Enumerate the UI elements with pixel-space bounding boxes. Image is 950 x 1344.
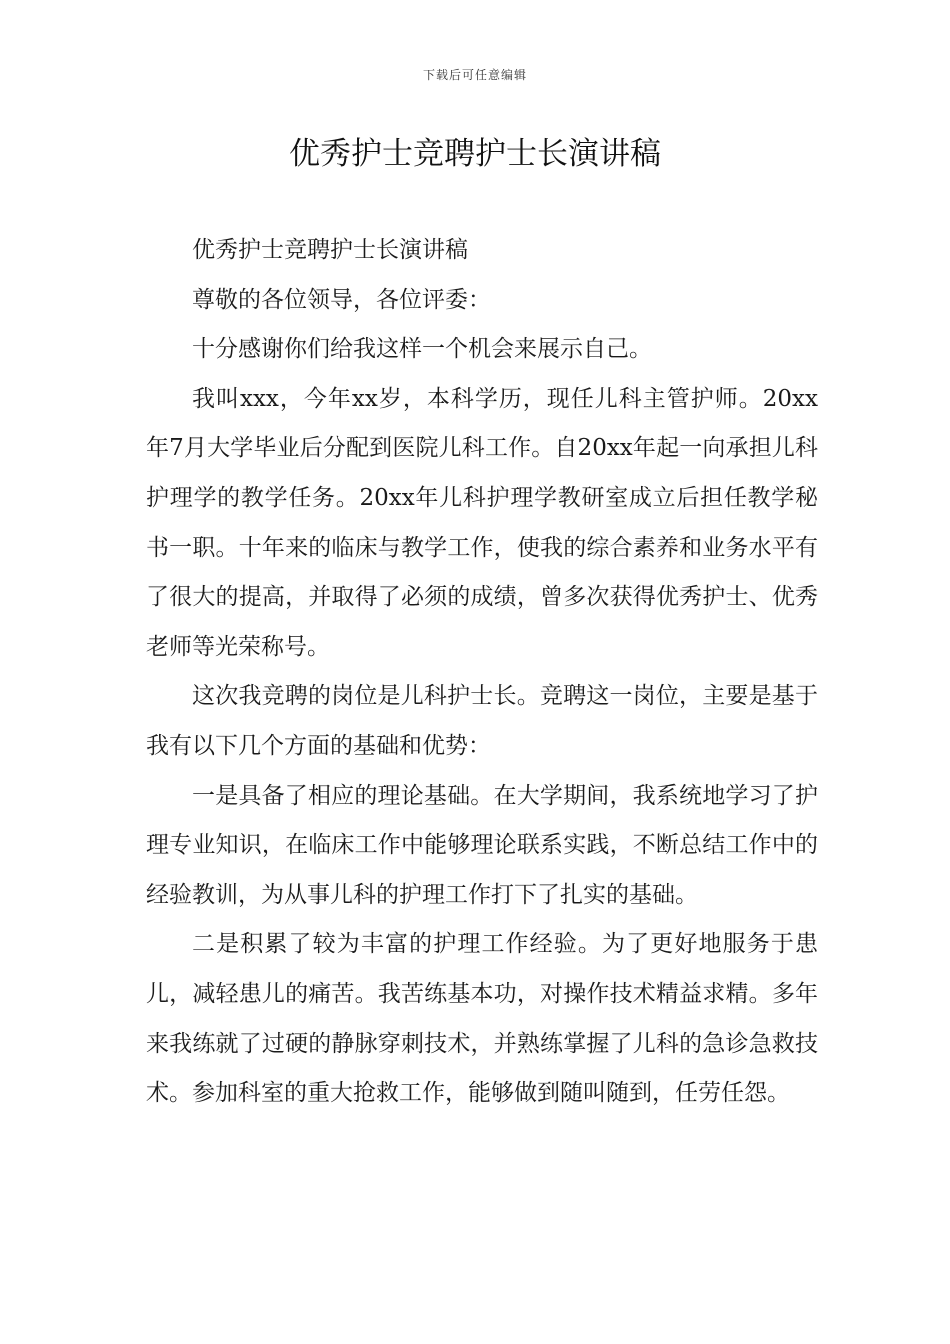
paragraph-experience: 二是积累了较为丰富的护理工作经验。为了更好地服务于患儿，减轻患儿的痛苦。我苦练基本功，对操作技术精益求精。多年来我练就了过硬的静脉穿刺技术，并熟练掌握了儿科的急诊急救技术。参加科室的重大抢救工作，能够做到随叫随到，任劳任怨。 [146,931,818,1107]
header-note: 下载后可任意编辑 [422,68,527,82]
document-title: 优秀护士竞聘护士长演讲稿 [289,136,661,172]
paragraph-introduction: 我叫xxx，今年xx岁，本科学历，现任儿科主管护师。20xx年7月大学毕业后分配到医院儿科工作。自20xx年起一向承担儿科护理学的教学任务。20xx年儿科护理学教研室成立后担任教学秘书一职。十年来的临床与教学工作，使我的综合素养和业务水平有了很大的提高，并取得了必须的成绩，曾多次获得优秀护士、优秀老师等光荣称号。 [146,385,818,660]
paragraph-thanks: 十分感谢你们给我这样一个机会来展示自己。 [192,336,652,363]
paragraph-position: 这次我竞聘的岗位是儿科护士长。竞聘这一岗位，主要是基于我有以下几个方面的基础和优势： [146,683,818,759]
document-body [146,226,818,1119]
paragraph-salutation: 尊敬的各位领导，各位评委： [192,286,491,313]
paragraph-theory-basis: 一是具备了相应的理论基础。在大学期间，我系统地学习了护理专业知识，在临床工作中能够理论联系实践，不断总结工作中的经验教训，为从事儿科的护理工作打下了扎实的基础。 [146,782,818,908]
paragraph-subtitle: 优秀护士竞聘护士长演讲稿 [192,237,468,263]
